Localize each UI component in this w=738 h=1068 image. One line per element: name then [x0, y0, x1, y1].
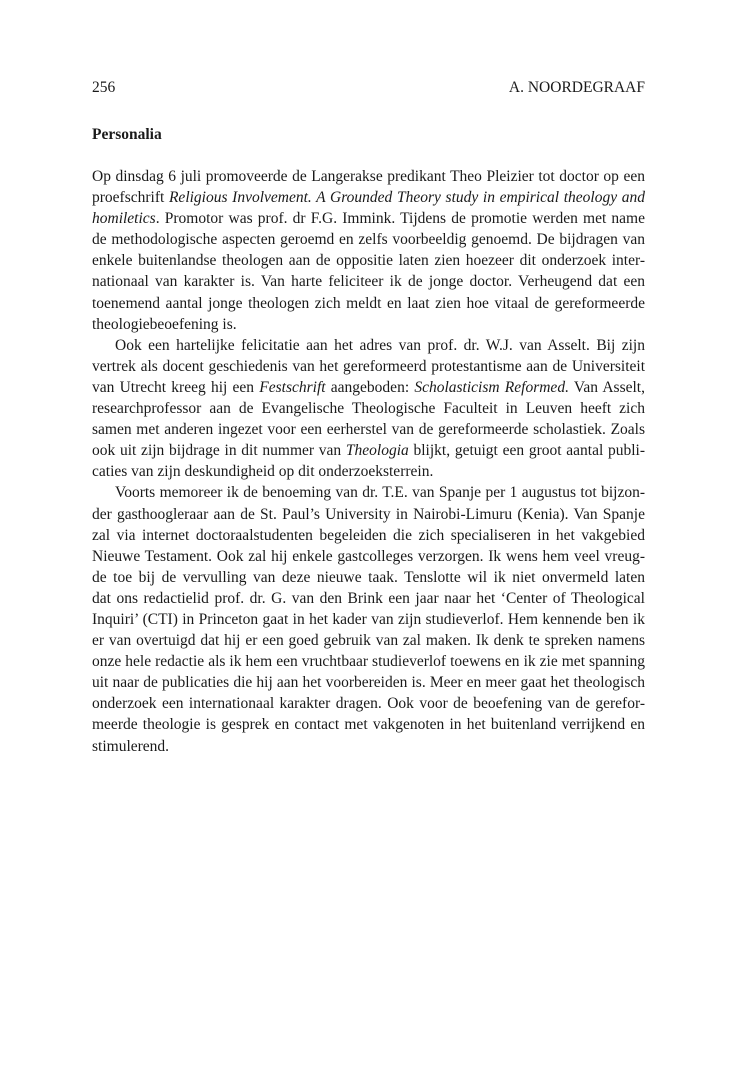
- text-line: [92, 293, 645, 314]
- italic-title: Religious Involvement. A Grounded Theory study in empirical theology and: [168, 189, 645, 207]
- text-line: [92, 525, 645, 546]
- text-run: dat ons redactielid prof. dr. G. van den Brink een jaar naar het ‘Center of Theological: [92, 589, 645, 607]
- text-line: [92, 461, 645, 482]
- article-body: [92, 166, 645, 757]
- text-run: van Utrecht kreeg hij een: [92, 378, 260, 396]
- text-line: [92, 335, 645, 356]
- text-line: [92, 419, 645, 440]
- text-run: er van overtuigd dat hij er een goed gebruik van zal maken. Ik denk te spreken namens: [92, 632, 645, 650]
- text-run: nationaal van karakter is. Van harte feliciteer ik de jonge doctor. Verheugend dat een: [92, 273, 645, 291]
- paragraph-2: [92, 335, 645, 483]
- page: [92, 78, 645, 757]
- text-line: [92, 440, 645, 461]
- text-line: [92, 609, 645, 630]
- text-run: enkele buitenlandse theologen aan de oppositie laten zien hoezeer dit onderzoek inter-: [92, 252, 645, 270]
- text-run: uit naar de publicaties die hij aan het voorbereiden is. Meer en meer gaat het theologisch: [92, 674, 645, 692]
- text-line: [92, 377, 645, 398]
- text-run: Ook een hartelijke felicitatie aan het adres van prof. dr. W.J. van Asselt. Bij zijn: [115, 336, 645, 354]
- text-run: de toe bij de vervulling van deze nieuwe taak. Tenslotte wil ik niet onvermeld laten: [92, 568, 645, 586]
- italic-title: Scholasticism Reformed.: [414, 378, 569, 396]
- text-run: . Promotor was prof. dr F.G. Immink. Tijdens de promotie werden met name: [155, 210, 645, 228]
- text-run: Op dinsdag 6 juli promoveerde de Langerakse predikant Theo Pleizier tot doctor op een: [92, 168, 645, 185]
- text-line: [92, 714, 645, 735]
- text-line: [92, 736, 645, 757]
- text-line: [92, 208, 645, 229]
- text-run: theologiebeoefening is.: [92, 315, 237, 333]
- text-run: proefschrift: [92, 189, 169, 207]
- text-run: de methodologische aspecten geroemd en zelfs voorbeeldig genoemd. De bijdragen van: [92, 231, 645, 249]
- text-line: [92, 693, 645, 714]
- text-run: onderzoek een internationaal karakter dragen. Ook voor de beoefening van de gerefor-: [92, 695, 645, 713]
- text-run: ook uit zijn bijdrage in dit nummer van: [92, 442, 346, 460]
- section-title: Personalia: [92, 126, 162, 143]
- text-run: Inquiri’ (CTI) in Princeton gaat in het kader van zijn studieverlof. Hem kennende ben ik: [92, 610, 645, 628]
- text-line: [92, 398, 645, 419]
- text-line: [92, 546, 645, 567]
- text-run: samen met anderen ingezet voor een eerherstel van de gereformeerde scholastiek. Zoals: [92, 421, 645, 439]
- text-line: [92, 567, 645, 588]
- page-number: 256: [92, 79, 116, 96]
- text-run: Van Asselt,: [568, 378, 645, 396]
- text-line: [92, 314, 645, 335]
- text-line: [92, 250, 645, 271]
- text-line: [92, 356, 645, 377]
- text-run: Nieuwe Testament. Ook zal hij enkele gastcolleges verzorgen. Ik wens hem veel vreug-: [92, 547, 645, 565]
- text-run: researchprofessor aan de Evangelische Theologische Faculteit in Leuven heeft zich: [92, 400, 645, 418]
- text-line: [92, 229, 645, 250]
- text-run: meerde theologie is gesprek en contact met vakgenoten in het buitenland verrijkend en: [92, 716, 645, 734]
- text-run: blijkt, getuigt een groot aantal publi-: [408, 442, 646, 460]
- italic-title: Festschrift: [259, 378, 326, 396]
- text-run: der gasthoogleraar aan de St. Paul’s University in Nairobi-Limuru (Kenia). Van Spanje: [92, 505, 645, 523]
- text-line: [92, 166, 645, 187]
- text-run: onze hele redactie als ik hem een vruchtbaar studieverlof toewens en ik zie met spanning: [92, 653, 645, 671]
- text-line: [92, 651, 645, 672]
- text-run: stimulerend.: [92, 737, 170, 755]
- text-run: aangeboden:: [325, 378, 415, 396]
- paragraph-1: [92, 166, 645, 335]
- italic-title: homiletics: [92, 210, 156, 228]
- text-run: toenemend aantal jonge theologen zich meldt en laat zien hoe vitaal de gereformeerde: [92, 294, 645, 312]
- paragraph-3: [92, 482, 645, 756]
- text-line: [92, 187, 645, 208]
- text-line: [92, 588, 645, 609]
- text-run: caties van zijn deskundigheid op dit onderzoeksterrein.: [92, 463, 434, 481]
- running-head-author: A. NOORDEGRAAF: [508, 79, 645, 96]
- italic-title: Theologia: [345, 442, 409, 460]
- running-header: [92, 78, 645, 98]
- text-run: Voorts memoreer ik de benoeming van dr. T.E. van Spanje per 1 augustus tot bijzon-: [115, 484, 645, 502]
- text-line: [92, 482, 645, 503]
- text-run: vertrek als docent geschiedenis van het gereformeerd protestantisme aan de Universiteit: [92, 357, 645, 375]
- text-run: zal via internet doctoraalstudenten begeleiden die zich specialiseren in het vakgebied: [92, 526, 645, 544]
- text-line: [92, 630, 645, 651]
- text-line: [92, 672, 645, 693]
- text-line: [92, 271, 645, 292]
- text-line: [92, 504, 645, 525]
